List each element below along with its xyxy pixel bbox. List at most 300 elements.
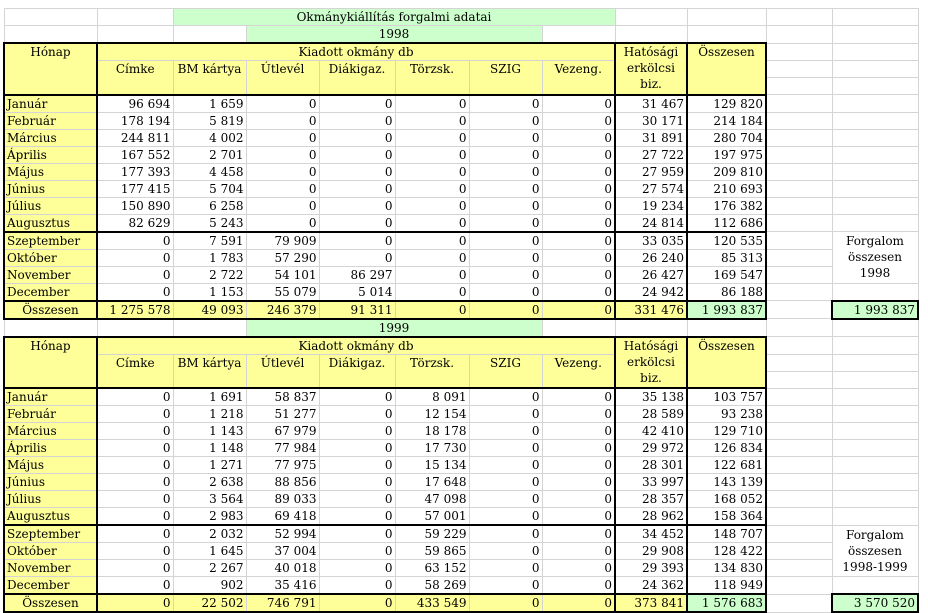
empty-cell[interactable] (832, 440, 918, 457)
total-label[interactable]: Összesen (4, 594, 97, 612)
value-cell[interactable]: 0 (542, 543, 615, 560)
value-cell[interactable]: 63 152 (395, 560, 469, 577)
value-cell[interactable]: 0 (542, 197, 615, 214)
value-cell[interactable]: 0 (246, 129, 319, 146)
empty-cell[interactable] (832, 491, 918, 508)
empty-cell[interactable] (766, 423, 832, 440)
value-cell[interactable]: 0 (246, 197, 319, 214)
empty-cell[interactable] (687, 319, 766, 337)
empty-cell[interactable] (832, 474, 918, 491)
value-cell[interactable]: 85 313 (687, 249, 766, 266)
value-cell[interactable]: 4 002 (173, 129, 246, 146)
value-cell[interactable]: 0 (542, 440, 615, 457)
value-cell[interactable]: 210 693 (687, 180, 766, 197)
value-cell[interactable]: 0 (246, 146, 319, 163)
value-cell[interactable]: 0 (542, 491, 615, 508)
value-cell[interactable]: 40 018 (246, 560, 319, 577)
value-cell[interactable]: 0 (319, 112, 395, 129)
value-cell[interactable]: 0 (319, 146, 395, 163)
value-cell[interactable]: 0 (469, 525, 542, 543)
value-cell[interactable]: 0 (469, 95, 542, 113)
empty-cell[interactable] (4, 319, 97, 337)
value-cell[interactable]: 51 277 (246, 406, 319, 423)
sheet-title[interactable]: Okmánykiállítás forgalmi adatai (173, 9, 615, 26)
header-month[interactable]: Hónap (4, 43, 97, 95)
value-cell[interactable]: 1 271 (173, 457, 246, 474)
total-value[interactable]: 0 (542, 301, 615, 319)
month-label[interactable]: Február (4, 406, 97, 423)
empty-cell[interactable] (832, 577, 918, 595)
value-cell[interactable]: 0 (395, 266, 469, 283)
value-cell[interactable]: 58 837 (246, 388, 319, 406)
value-cell[interactable]: 177 393 (97, 163, 173, 180)
value-cell[interactable]: 0 (542, 423, 615, 440)
value-cell[interactable]: 0 (395, 232, 469, 250)
empty-cell[interactable] (766, 43, 832, 61)
header-type[interactable]: Címke (97, 354, 173, 388)
value-cell[interactable]: 0 (469, 249, 542, 266)
value-cell[interactable]: 0 (469, 197, 542, 214)
total-value[interactable]: 331 476 (615, 301, 687, 319)
value-cell[interactable]: 0 (469, 232, 542, 250)
empty-cell[interactable] (766, 214, 832, 232)
month-label[interactable]: Március (4, 423, 97, 440)
value-cell[interactable]: 0 (319, 388, 395, 406)
value-cell[interactable]: 0 (469, 180, 542, 197)
header-type[interactable]: Törzsk. (395, 61, 469, 95)
side-label[interactable] (832, 232, 918, 284)
empty-cell[interactable] (4, 9, 97, 26)
value-cell[interactable]: 0 (469, 491, 542, 508)
empty-cell[interactable] (832, 319, 918, 337)
empty-cell[interactable] (766, 146, 832, 163)
value-cell[interactable]: 0 (97, 560, 173, 577)
value-cell[interactable]: 126 834 (687, 440, 766, 457)
value-cell[interactable]: 0 (469, 457, 542, 474)
value-cell[interactable]: 1 218 (173, 406, 246, 423)
value-cell[interactable]: 0 (97, 388, 173, 406)
value-cell[interactable]: 0 (469, 423, 542, 440)
year-label[interactable]: 1999 (246, 319, 542, 337)
empty-cell[interactable] (766, 577, 832, 595)
empty-cell[interactable] (832, 508, 918, 526)
empty-cell[interactable] (832, 180, 918, 197)
empty-cell[interactable] (832, 197, 918, 214)
empty-cell[interactable] (766, 337, 832, 355)
value-cell[interactable]: 0 (246, 214, 319, 232)
value-cell[interactable]: 18 178 (395, 423, 469, 440)
header-type[interactable]: Vezeng. (542, 354, 615, 388)
value-cell[interactable]: 0 (319, 197, 395, 214)
empty-cell[interactable] (687, 9, 766, 26)
value-cell[interactable]: 52 994 (246, 525, 319, 543)
empty-cell[interactable] (832, 371, 918, 388)
empty-cell[interactable] (766, 440, 832, 457)
value-cell[interactable]: 29 393 (615, 560, 687, 577)
total-value[interactable]: 0 (395, 301, 469, 319)
value-cell[interactable]: 0 (97, 525, 173, 543)
value-cell[interactable]: 2 638 (173, 474, 246, 491)
value-cell[interactable]: 0 (246, 95, 319, 113)
value-cell[interactable]: 0 (542, 283, 615, 301)
side-total[interactable]: 3 570 520 (832, 594, 918, 612)
value-cell[interactable]: 54 101 (246, 266, 319, 283)
value-cell[interactable]: 0 (319, 543, 395, 560)
month-label[interactable]: Január (4, 95, 97, 113)
side-total[interactable]: 1 993 837 (832, 301, 918, 319)
value-cell[interactable]: 0 (97, 543, 173, 560)
value-cell[interactable]: 0 (97, 457, 173, 474)
month-label[interactable]: Július (4, 491, 97, 508)
value-cell[interactable]: 167 552 (97, 146, 173, 163)
value-cell[interactable]: 4 458 (173, 163, 246, 180)
value-cell[interactable]: 0 (542, 474, 615, 491)
empty-cell[interactable] (766, 406, 832, 423)
month-label[interactable]: Május (4, 457, 97, 474)
value-cell[interactable]: 0 (319, 560, 395, 577)
value-cell[interactable]: 3 564 (173, 491, 246, 508)
empty-cell[interactable] (832, 163, 918, 180)
value-cell[interactable]: 0 (469, 406, 542, 423)
empty-cell[interactable] (766, 301, 832, 319)
value-cell[interactable]: 0 (542, 508, 615, 526)
month-label[interactable]: December (4, 283, 97, 301)
value-cell[interactable]: 2 983 (173, 508, 246, 526)
empty-cell[interactable] (766, 354, 832, 371)
value-cell[interactable]: 112 686 (687, 214, 766, 232)
value-cell[interactable]: 12 154 (395, 406, 469, 423)
value-cell[interactable]: 0 (97, 474, 173, 491)
value-cell[interactable]: 26 240 (615, 249, 687, 266)
value-cell[interactable]: 0 (97, 232, 173, 250)
value-cell[interactable]: 0 (319, 440, 395, 457)
value-cell[interactable]: 0 (542, 163, 615, 180)
empty-cell[interactable] (97, 319, 173, 337)
value-cell[interactable]: 129 710 (687, 423, 766, 440)
value-cell[interactable]: 0 (469, 266, 542, 283)
value-cell[interactable]: 118 949 (687, 577, 766, 595)
value-cell[interactable]: 27 574 (615, 180, 687, 197)
value-cell[interactable]: 59 865 (395, 543, 469, 560)
header-type[interactable]: Diákigaz. (319, 61, 395, 95)
value-cell[interactable]: 0 (395, 112, 469, 129)
empty-cell[interactable] (832, 337, 918, 355)
value-cell[interactable]: 0 (319, 457, 395, 474)
value-cell[interactable]: 31 891 (615, 129, 687, 146)
empty-cell[interactable] (766, 95, 832, 113)
value-cell[interactable]: 89 033 (246, 491, 319, 508)
empty-cell[interactable] (832, 457, 918, 474)
value-cell[interactable]: 120 535 (687, 232, 766, 250)
empty-cell[interactable] (766, 163, 832, 180)
empty-cell[interactable] (832, 388, 918, 406)
month-label[interactable]: Október (4, 249, 97, 266)
month-label[interactable]: Április (4, 440, 97, 457)
value-cell[interactable]: 0 (542, 577, 615, 595)
header-type[interactable]: BM kártya (173, 354, 246, 388)
empty-cell[interactable] (766, 112, 832, 129)
value-cell[interactable]: 0 (97, 249, 173, 266)
value-cell[interactable]: 2 722 (173, 266, 246, 283)
value-cell[interactable]: 7 591 (173, 232, 246, 250)
value-cell[interactable]: 0 (469, 474, 542, 491)
value-cell[interactable]: 2 032 (173, 525, 246, 543)
empty-cell[interactable] (832, 61, 918, 78)
value-cell[interactable]: 178 194 (97, 112, 173, 129)
month-label[interactable]: Július (4, 197, 97, 214)
value-cell[interactable]: 27 722 (615, 146, 687, 163)
value-cell[interactable]: 0 (319, 249, 395, 266)
value-cell[interactable]: 0 (542, 180, 615, 197)
value-cell[interactable]: 0 (395, 197, 469, 214)
header-type[interactable]: Címke (97, 61, 173, 95)
empty-cell[interactable] (832, 95, 918, 113)
empty-cell[interactable] (766, 508, 832, 526)
value-cell[interactable]: 214 184 (687, 112, 766, 129)
empty-cell[interactable] (766, 474, 832, 491)
value-cell[interactable]: 122 681 (687, 457, 766, 474)
value-cell[interactable]: 280 704 (687, 129, 766, 146)
value-cell[interactable]: 103 757 (687, 388, 766, 406)
value-cell[interactable]: 82 629 (97, 214, 173, 232)
value-cell[interactable]: 1 143 (173, 423, 246, 440)
empty-cell[interactable] (766, 61, 832, 78)
value-cell[interactable]: 0 (395, 249, 469, 266)
header-authority[interactable] (615, 43, 687, 95)
value-cell[interactable]: 148 707 (687, 525, 766, 543)
value-cell[interactable]: 24 814 (615, 214, 687, 232)
value-cell[interactable]: 0 (395, 180, 469, 197)
value-cell[interactable]: 158 364 (687, 508, 766, 526)
value-cell[interactable]: 17 730 (395, 440, 469, 457)
empty-cell[interactable] (173, 319, 246, 337)
value-cell[interactable]: 57 290 (246, 249, 319, 266)
value-cell[interactable]: 17 648 (395, 474, 469, 491)
value-cell[interactable]: 31 467 (615, 95, 687, 113)
empty-cell[interactable] (615, 26, 687, 44)
value-cell[interactable]: 1 691 (173, 388, 246, 406)
value-cell[interactable]: 0 (469, 146, 542, 163)
value-cell[interactable]: 0 (319, 577, 395, 595)
value-cell[interactable]: 0 (319, 163, 395, 180)
month-label[interactable]: November (4, 266, 97, 283)
total-label[interactable]: Összesen (4, 301, 97, 319)
value-cell[interactable]: 35 416 (246, 577, 319, 595)
value-cell[interactable]: 0 (319, 214, 395, 232)
value-cell[interactable]: 86 297 (319, 266, 395, 283)
total-value[interactable]: 0 (469, 594, 542, 612)
empty-cell[interactable] (766, 319, 832, 337)
header-total[interactable]: Összesen (687, 337, 766, 389)
value-cell[interactable]: 0 (246, 112, 319, 129)
month-label[interactable]: Május (4, 163, 97, 180)
value-cell[interactable]: 0 (97, 440, 173, 457)
value-cell[interactable]: 0 (542, 406, 615, 423)
empty-cell[interactable] (832, 112, 918, 129)
value-cell[interactable]: 28 357 (615, 491, 687, 508)
empty-cell[interactable] (766, 129, 832, 146)
empty-cell[interactable] (4, 26, 97, 44)
empty-cell[interactable] (832, 26, 918, 44)
value-cell[interactable]: 30 171 (615, 112, 687, 129)
month-label[interactable]: Június (4, 180, 97, 197)
empty-cell[interactable] (97, 9, 173, 26)
total-value[interactable]: 433 549 (395, 594, 469, 612)
value-cell[interactable]: 5 819 (173, 112, 246, 129)
value-cell[interactable]: 29 972 (615, 440, 687, 457)
value-cell[interactable]: 79 909 (246, 232, 319, 250)
header-type[interactable]: SZIG (469, 354, 542, 388)
value-cell[interactable]: 59 229 (395, 525, 469, 543)
value-cell[interactable]: 0 (469, 577, 542, 595)
empty-cell[interactable] (832, 43, 918, 61)
empty-cell[interactable] (615, 9, 687, 26)
header-type[interactable]: Diákigaz. (319, 354, 395, 388)
value-cell[interactable]: 26 427 (615, 266, 687, 283)
empty-cell[interactable] (832, 129, 918, 146)
value-cell[interactable]: 33 035 (615, 232, 687, 250)
total-value[interactable]: 1 576 683 (687, 594, 766, 612)
empty-cell[interactable] (766, 232, 832, 250)
value-cell[interactable]: 0 (542, 525, 615, 543)
value-cell[interactable]: 1 659 (173, 95, 246, 113)
header-type[interactable]: SZIG (469, 61, 542, 95)
value-cell[interactable]: 134 830 (687, 560, 766, 577)
value-cell[interactable]: 24 942 (615, 283, 687, 301)
month-label[interactable]: December (4, 577, 97, 595)
value-cell[interactable]: 0 (319, 129, 395, 146)
value-cell[interactable]: 0 (319, 525, 395, 543)
header-type[interactable]: Vezeng. (542, 61, 615, 95)
value-cell[interactable]: 19 234 (615, 197, 687, 214)
value-cell[interactable]: 8 091 (395, 388, 469, 406)
total-value[interactable]: 0 (542, 594, 615, 612)
empty-cell[interactable] (766, 180, 832, 197)
value-cell[interactable]: 0 (542, 560, 615, 577)
value-cell[interactable]: 0 (469, 388, 542, 406)
value-cell[interactable]: 33 997 (615, 474, 687, 491)
total-value[interactable]: 0 (319, 594, 395, 612)
empty-cell[interactable] (766, 9, 832, 26)
empty-cell[interactable] (766, 249, 832, 266)
value-cell[interactable]: 77 984 (246, 440, 319, 457)
value-cell[interactable]: 0 (542, 146, 615, 163)
value-cell[interactable]: 28 301 (615, 457, 687, 474)
value-cell[interactable]: 0 (542, 129, 615, 146)
value-cell[interactable]: 93 238 (687, 406, 766, 423)
value-cell[interactable]: 177 415 (97, 180, 173, 197)
value-cell[interactable]: 1 783 (173, 249, 246, 266)
value-cell[interactable]: 96 694 (97, 95, 173, 113)
total-value[interactable]: 1 275 578 (97, 301, 173, 319)
value-cell[interactable]: 42 410 (615, 423, 687, 440)
value-cell[interactable]: 2 701 (173, 146, 246, 163)
empty-cell[interactable] (542, 319, 615, 337)
value-cell[interactable]: 169 547 (687, 266, 766, 283)
month-label[interactable]: Augusztus (4, 508, 97, 526)
value-cell[interactable]: 0 (319, 423, 395, 440)
value-cell[interactable]: 0 (319, 406, 395, 423)
header-type[interactable]: Útlevél (246, 61, 319, 95)
header-authority[interactable] (615, 337, 687, 389)
value-cell[interactable]: 34 452 (615, 525, 687, 543)
value-cell[interactable]: 0 (542, 232, 615, 250)
value-cell[interactable]: 2 267 (173, 560, 246, 577)
empty-cell[interactable] (832, 406, 918, 423)
empty-cell[interactable] (687, 26, 766, 44)
total-value[interactable]: 0 (469, 301, 542, 319)
value-cell[interactable]: 86 188 (687, 283, 766, 301)
value-cell[interactable]: 0 (469, 508, 542, 526)
value-cell[interactable]: 5 243 (173, 214, 246, 232)
value-cell[interactable]: 1 645 (173, 543, 246, 560)
empty-cell[interactable] (615, 319, 687, 337)
value-cell[interactable]: 168 052 (687, 491, 766, 508)
value-cell[interactable]: 0 (395, 129, 469, 146)
total-value[interactable]: 1 993 837 (687, 301, 766, 319)
value-cell[interactable]: 0 (469, 214, 542, 232)
empty-cell[interactable] (766, 543, 832, 560)
value-cell[interactable]: 0 (469, 163, 542, 180)
value-cell[interactable]: 129 820 (687, 95, 766, 113)
value-cell[interactable]: 0 (246, 163, 319, 180)
value-cell[interactable]: 0 (469, 440, 542, 457)
total-value[interactable]: 22 502 (173, 594, 246, 612)
value-cell[interactable]: 0 (469, 112, 542, 129)
month-label[interactable]: Szeptember (4, 525, 97, 543)
value-cell[interactable]: 27 959 (615, 163, 687, 180)
value-cell[interactable]: 47 098 (395, 491, 469, 508)
header-issued-group[interactable]: Kiadott okmány db (97, 337, 615, 355)
empty-cell[interactable] (766, 266, 832, 283)
value-cell[interactable]: 0 (319, 491, 395, 508)
empty-cell[interactable] (766, 594, 832, 612)
value-cell[interactable]: 0 (395, 283, 469, 301)
month-label[interactable]: Október (4, 543, 97, 560)
total-value[interactable]: 246 379 (246, 301, 319, 319)
value-cell[interactable]: 24 362 (615, 577, 687, 595)
value-cell[interactable]: 0 (319, 95, 395, 113)
value-cell[interactable]: 0 (319, 180, 395, 197)
empty-cell[interactable] (173, 26, 246, 44)
value-cell[interactable]: 0 (542, 266, 615, 283)
value-cell[interactable]: 1 153 (173, 283, 246, 301)
header-total[interactable]: Összesen (687, 43, 766, 95)
month-label[interactable]: Január (4, 388, 97, 406)
month-label[interactable]: Március (4, 129, 97, 146)
value-cell[interactable]: 69 418 (246, 508, 319, 526)
value-cell[interactable]: 5 014 (319, 283, 395, 301)
value-cell[interactable]: 244 811 (97, 129, 173, 146)
value-cell[interactable]: 0 (319, 232, 395, 250)
empty-cell[interactable] (766, 197, 832, 214)
value-cell[interactable]: 0 (542, 112, 615, 129)
value-cell[interactable]: 902 (173, 577, 246, 595)
value-cell[interactable]: 1 148 (173, 440, 246, 457)
empty-cell[interactable] (766, 457, 832, 474)
value-cell[interactable]: 15 134 (395, 457, 469, 474)
value-cell[interactable]: 0 (469, 543, 542, 560)
value-cell[interactable]: 0 (542, 388, 615, 406)
value-cell[interactable]: 57 001 (395, 508, 469, 526)
empty-cell[interactable] (542, 26, 615, 44)
value-cell[interactable]: 6 258 (173, 197, 246, 214)
month-label[interactable]: Augusztus (4, 214, 97, 232)
value-cell[interactable]: 0 (542, 249, 615, 266)
value-cell[interactable]: 28 589 (615, 406, 687, 423)
value-cell[interactable]: 67 979 (246, 423, 319, 440)
value-cell[interactable]: 0 (395, 163, 469, 180)
